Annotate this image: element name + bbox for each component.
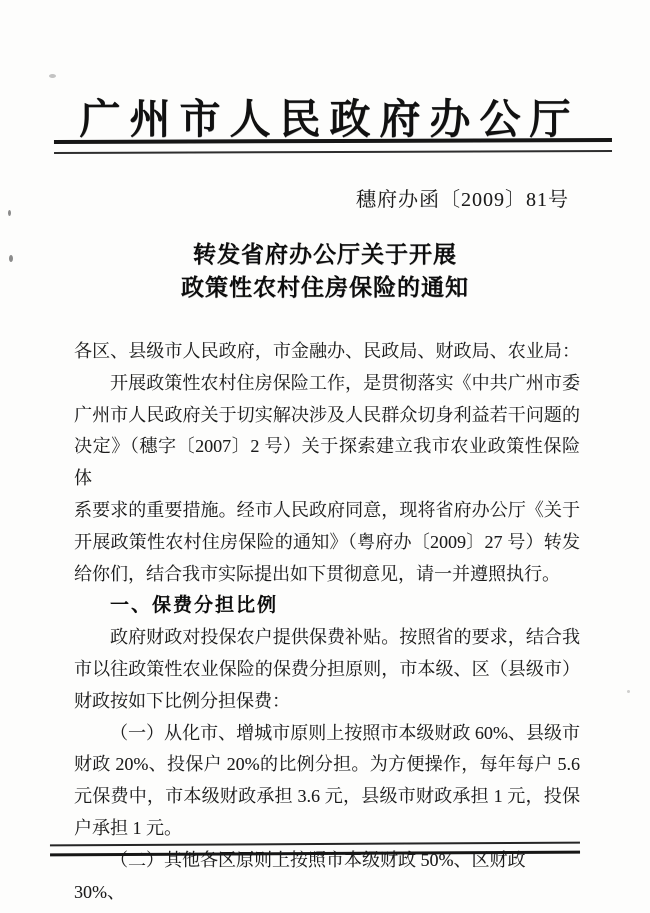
scan-artifact — [9, 255, 13, 262]
body-line: 财政 20%、投保户 20%的比例分担。为方便操作，每年每户 5.6 — [74, 754, 580, 775]
letterhead-agency-name: 广州市人民政府办公厅 — [79, 96, 580, 142]
body-line: （一）从化市、增城市原则上按照市本级财政 60%、县级市 — [110, 722, 580, 743]
body-line: 系要求的重要措施。经市人民政府同意，现将省府办公厅《关于 — [74, 499, 580, 520]
body-line: （二）其他各区原则上按照市本级财政 50%、区财政 30%、 — [74, 849, 526, 902]
scan-artifact — [49, 74, 56, 78]
body-line: 开展政策性农村住房保险工作，是贯彻落实《中共广州市委 — [110, 372, 580, 393]
body-line: 元保费中，市本级财政承担 3.6 元，县级市财政承担 1 元，投保 — [74, 786, 580, 807]
document-title-line-1: 转发省府办公厅关于开展 — [193, 241, 457, 267]
section-heading: 一、保费分担比例 — [110, 595, 279, 617]
scan-artifact — [627, 690, 630, 693]
body-line: 政府财政对投保农户提供保费补贴。按照省的要求，结合我 — [110, 627, 580, 648]
body-line: 给你们，结合我市实际提出如下贯彻意见，请一并遵照执行。 — [74, 563, 560, 584]
salutation-line: 各区、县级市人民政府，市金融办、民政局、财政局、农业局： — [74, 341, 580, 361]
document-title — [0, 238, 650, 304]
body-line: 户承担 1 元。 — [74, 817, 182, 838]
body-line: 市以往政策性农业保险的保费分担原则，市本级、区（县级市） — [74, 658, 580, 679]
document-body — [74, 336, 580, 908]
body-line: 决定》（穗字〔2007〕2 号）关于探索建立我市农业政策性保险体 — [74, 436, 580, 489]
document-title-line-2: 政策性农村住房保险的通知 — [181, 274, 469, 300]
letterhead-divider — [54, 138, 612, 154]
body-line: 广州市人民政府关于切实解决涉及人民群众切身利益若干问题的 — [74, 404, 580, 425]
body-line: 开展政策性农村住房保险的通知》（粤府办〔2009〕27 号）转发 — [74, 531, 580, 552]
body-line: 财政按如下比例分担保费： — [74, 690, 290, 711]
document-reference-number: 穗府办函〔2009〕81号 — [356, 189, 569, 211]
scan-artifact — [8, 210, 11, 216]
